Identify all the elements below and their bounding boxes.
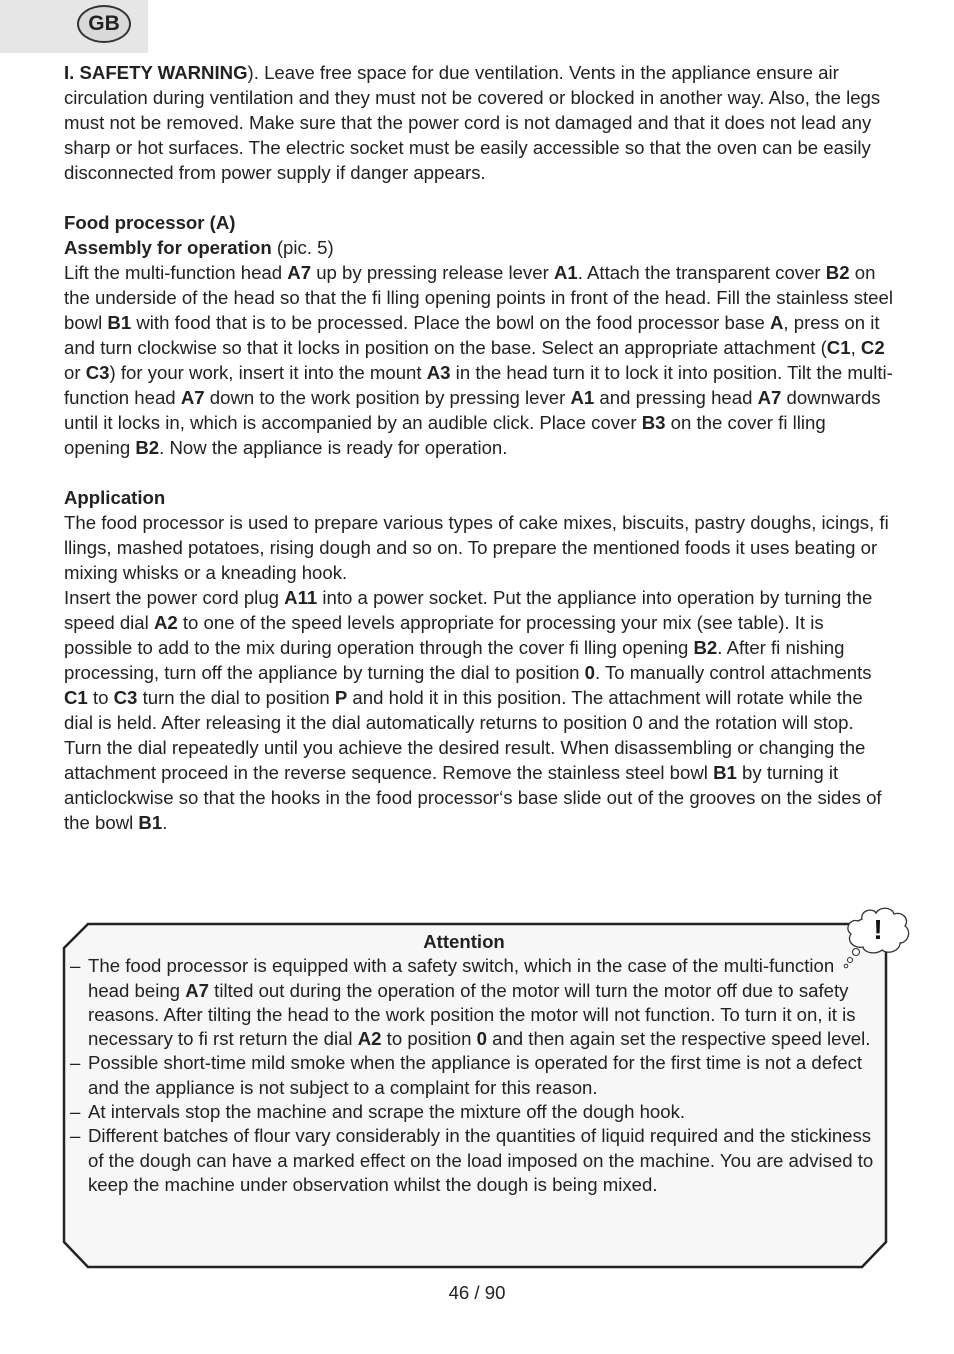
text-run: in the head turn it to lock it into position. Tilt the multi-function head [64, 362, 893, 408]
attention-title: Attention [423, 931, 505, 952]
text-run: Possible short-time mild smoke when the appliance is operated for the first time is not a defect and the appliance is not subject to a complaint for this reason. [88, 1052, 863, 1098]
part-reference: P [334, 687, 348, 708]
part-reference: 0 [476, 1028, 487, 1050]
text-run: At intervals stop the machine and scrape the mixture off the dough hook. [88, 1101, 686, 1123]
safety-warning-text: ). Leave free space for due ventilation. Vents in the appliance ensure air circulation during ventilation and they must not be covered or blocked in another way. Also, the legs must not be removed. Make sure that the power cord is not damaged and that it does not lead any sharp or hot surfaces. The electric socket must be easily accessible so that the oven can be easily disconnected from power supply if danger appears. [64, 62, 881, 183]
part-reference: B1 [713, 762, 737, 783]
part-reference: A11 [284, 587, 318, 608]
text-run: up by pressing release lever [311, 262, 554, 283]
text-run: , press on it and turn clockwise so that it locks in position on the base. Select an appropriate attachment ( [64, 312, 880, 358]
text-run: to [87, 687, 114, 708]
page-content [64, 60, 894, 835]
text-run: tilted out during the operation of the motor will turn the motor off due to safety reasons. After tilting the head to the work position the motor will not function. To turn it on, it is necessary to fi rst return the dial [88, 979, 856, 1050]
part-reference: 0 [584, 662, 595, 683]
text-run: Lift the multi-function head [64, 262, 288, 283]
text-run: ) for your work, insert it into the mount [109, 362, 427, 383]
application-paragraph-2 [64, 585, 894, 835]
part-reference: C3 [113, 687, 138, 708]
exclamation-mark: ! [873, 914, 883, 945]
attention-item [70, 1100, 878, 1124]
text-run: , [850, 337, 861, 358]
assembly-instructions [64, 260, 894, 460]
text-run: and hold it in this position. The attachment will rotate while the dial is held. After releasing it the dial automatically returns to position 0 and the rotation will stop. Turn the dial repeatedly until you achieve the desired result. When disassembling or changing the attachment proceed in the reverse sequence. Remove the stainless steel bowl [64, 687, 866, 783]
part-reference: B2 [135, 437, 160, 458]
part-reference: B2 [825, 262, 850, 283]
part-reference: A [769, 312, 784, 333]
part-reference: C2 [860, 337, 885, 358]
safety-warning-label: I. SAFETY WARNING [64, 62, 248, 83]
language-tab [0, 0, 148, 53]
text-run: . [162, 812, 168, 833]
part-reference: B1 [138, 812, 163, 833]
attention-box [62, 922, 890, 1270]
attention-content [70, 930, 878, 1197]
text-run: The food processor is equipped with a safety switch, which in the case of the multi-function head being [88, 955, 835, 1001]
attention-item [70, 1124, 878, 1197]
text-run: downwards until it locks in, which is accompanied by an audible click. Place cover [64, 387, 881, 433]
dash-bullet: – [70, 1125, 81, 1147]
text-run: and pressing head [594, 387, 758, 408]
text-run: on the underside of the head so that the fi lling opening points in front of the head. Fill the stainless steel bowl [64, 262, 893, 333]
part-reference: B2 [693, 637, 718, 658]
attention-item [70, 1051, 878, 1100]
text-run: to position [381, 1028, 477, 1050]
part-reference: C1 [64, 687, 88, 708]
part-reference: A7 [185, 979, 209, 1001]
text-run: down to the work position by pressing lever [204, 387, 571, 408]
text-run: turn the dial to position [137, 687, 335, 708]
dash-bullet: – [70, 955, 81, 977]
assembly-heading [64, 235, 894, 260]
attention-list [70, 954, 878, 1197]
part-reference: C1 [826, 337, 851, 358]
part-reference: A7 [287, 262, 312, 283]
part-reference: A1 [553, 262, 578, 283]
text-run: . Attach the transparent cover [577, 262, 826, 283]
attention-item [70, 954, 878, 1051]
part-reference: C3 [85, 362, 110, 383]
text-run: . To manually control attachments [594, 662, 872, 683]
part-reference: A2 [153, 612, 178, 633]
text-run: and then again set the respective speed level. [486, 1028, 871, 1050]
part-reference: A1 [570, 387, 595, 408]
part-reference: A7 [180, 387, 205, 408]
text-run: . After fi nishing processing, turn off the appliance by turning the dial to position [64, 637, 845, 683]
assembly-picture-ref: (pic. 5) [271, 237, 334, 258]
text-run: on the cover fi lling opening [64, 412, 826, 458]
application-paragraph-1: The food processor is used to prepare various types of cake mixes, biscuits, pastry doughs, icings, fi llings, mashed potatoes, rising dough and so on. To prepare the mentioned foods it uses beating or mixing whisks or a kneading hook. [64, 512, 889, 583]
dash-bullet: – [70, 1052, 81, 1074]
page-number: 46 / 90 [448, 1282, 506, 1303]
application-heading: Application [64, 487, 166, 508]
part-reference: B1 [107, 312, 132, 333]
text-run: or [64, 362, 86, 383]
part-reference: A3 [426, 362, 451, 383]
text-run: with food that is to be processed. Place the bowl on the food processor base [131, 312, 770, 333]
text-run: to one of the speed levels appropriate for processing your mix (see table). It is possible to add to the mix during operation through the cover fi lling opening [64, 612, 824, 658]
safety-warning-paragraph [64, 60, 894, 185]
language-badge: GB [77, 5, 131, 43]
assembly-heading-label: Assembly for operation [64, 237, 272, 258]
text-run: Different batches of flour vary considerably in the quantities of liquid required and the stickiness of the dough can have a marked effect on the load imposed on the machine. You are advised to keep the machine under observation whilst the dough is being mixed. [88, 1125, 874, 1195]
dash-bullet: – [70, 1101, 81, 1123]
part-reference: B3 [641, 412, 666, 433]
text-run: Insert the power cord plug [64, 587, 285, 608]
text-run: . Now the appliance is ready for operation. [159, 437, 508, 458]
text-run: into a power socket. Put the appliance into operation by turning the speed dial [64, 587, 873, 633]
part-reference: A2 [357, 1028, 382, 1050]
part-reference: A7 [757, 387, 782, 408]
food-processor-heading: Food processor (A) [64, 212, 236, 233]
text-run: by turning it anticlockwise so that the hooks in the food processor‘s base slide out of the grooves on the sides of the bowl [64, 762, 882, 833]
